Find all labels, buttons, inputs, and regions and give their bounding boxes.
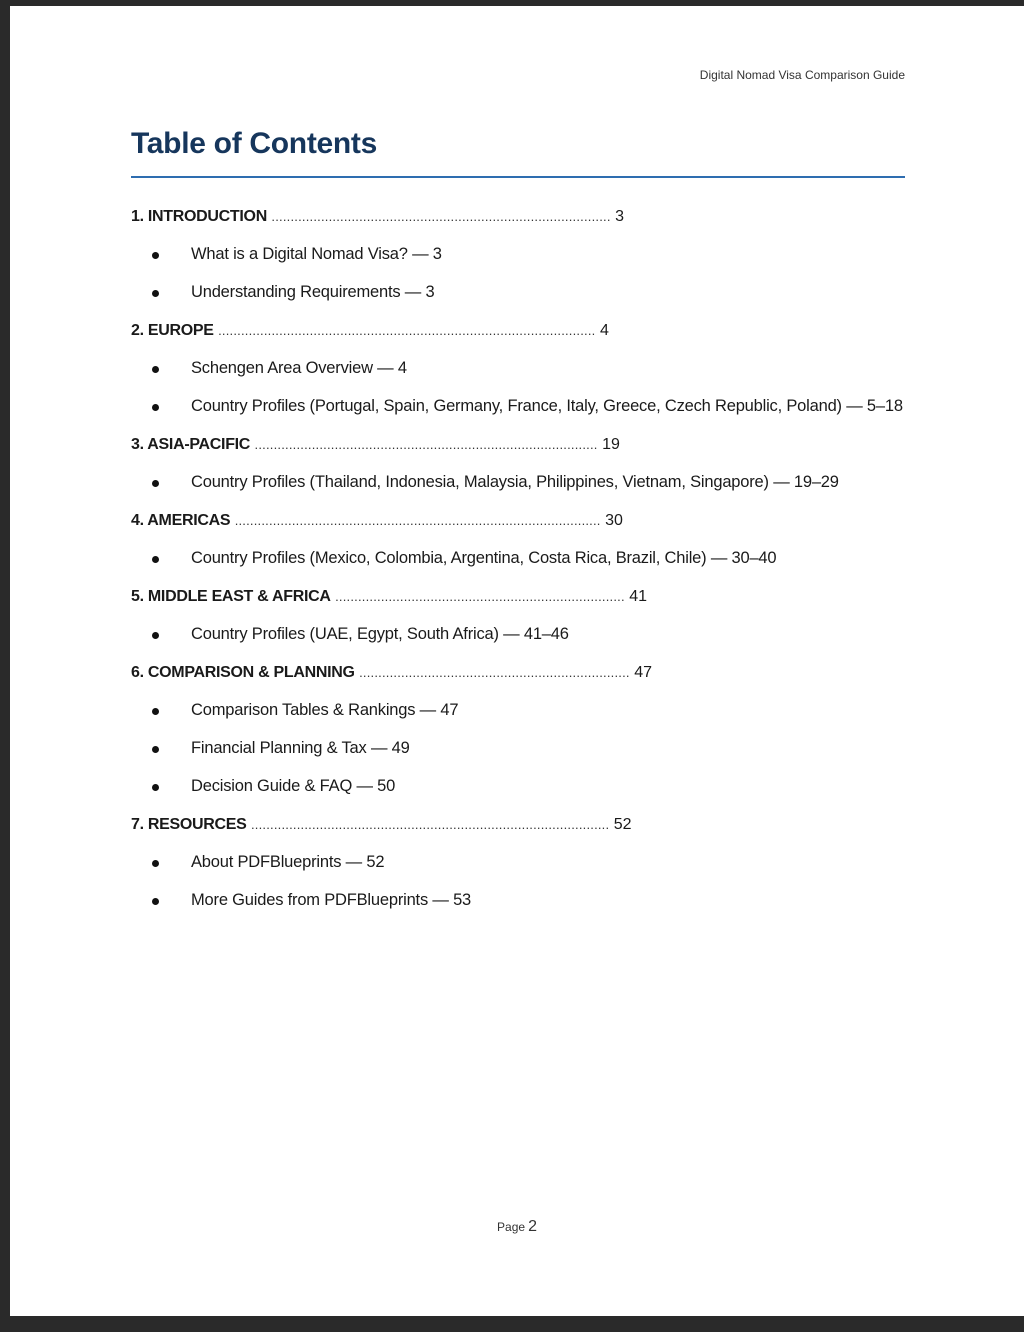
toc-section-entry[interactable] (131, 432, 911, 458)
bullet-icon (152, 632, 159, 639)
bullet-icon (152, 784, 159, 791)
toc-section-page: 4 (599, 322, 609, 339)
toc-subitem-text: About PDFBlueprints — 52 (191, 853, 385, 871)
toc-section-page: 52 (613, 816, 632, 833)
toc-subitem-list (131, 622, 911, 647)
toc-section-page: 30 (605, 512, 623, 529)
page-footer (10, 1218, 1024, 1236)
toc-section-name: 7. RESOURCES (131, 816, 247, 833)
toc-subitem-text: Country Profiles (Portugal, Spain, Germany, France, Italy, Greece, Czech Republic, Poland) — 5–18 (191, 397, 903, 415)
toc-subitem[interactable] (131, 470, 911, 495)
toc-leader-dots: ................................................................................................... (218, 323, 596, 338)
toc-subitem-list (131, 356, 911, 419)
running-header: Digital Nomad Visa Comparison Guide (699, 68, 905, 82)
toc-section-name: 1. INTRODUCTION (131, 208, 267, 225)
bullet-icon (152, 556, 159, 563)
toc-leader-dots: .......................................................................................... (254, 437, 598, 452)
toc-subitem[interactable] (131, 356, 911, 381)
toc-subitem-text: Decision Guide & FAQ — 50 (191, 777, 396, 795)
toc-leader-dots: ....................................................................... (359, 665, 630, 680)
toc-subitem[interactable] (131, 546, 911, 571)
document-page (10, 6, 1024, 1316)
toc-section-name: 2. EUROPE (131, 322, 214, 339)
toc-section-entry[interactable] (131, 508, 911, 534)
toc-section-page: 19 (602, 436, 620, 453)
toc-title: Table of Contents (131, 127, 378, 160)
toc-section (131, 584, 911, 647)
toc-section-page: 3 (615, 208, 625, 225)
bullet-icon (152, 746, 159, 753)
toc-subitem[interactable] (131, 774, 911, 799)
toc-section (131, 812, 911, 913)
toc-section (131, 204, 911, 305)
toc-section-entry[interactable] (131, 584, 911, 610)
toc-subitem-text: Comparison Tables & Rankings — 47 (191, 701, 459, 719)
bullet-icon (152, 860, 159, 867)
toc-section-entry[interactable] (131, 812, 911, 838)
toc-section-name: 3. ASIA-PACIFIC (131, 436, 251, 453)
toc-subitem-list (131, 850, 911, 913)
toc-subitem-text: Country Profiles (UAE, Egypt, South Africa) — 41–46 (191, 625, 569, 643)
toc-subitem-list (131, 242, 911, 305)
bullet-icon (152, 366, 159, 373)
toc-subitem-text: Schengen Area Overview — 4 (191, 359, 407, 377)
toc-section (131, 432, 911, 495)
toc-subitem[interactable] (131, 888, 911, 913)
toc-subitem[interactable] (131, 850, 911, 875)
toc-section-page: 47 (634, 664, 652, 681)
toc-subitem[interactable] (131, 242, 911, 267)
toc-subitem[interactable] (131, 736, 911, 761)
toc-subitem-text: Understanding Requirements — 3 (191, 283, 435, 301)
bullet-icon (152, 480, 159, 487)
toc-leader-dots: .............................................................................................. (251, 817, 610, 832)
title-divider (131, 176, 905, 178)
toc-section (131, 508, 911, 571)
page-number: 2 (528, 1218, 537, 1235)
bullet-icon (152, 252, 159, 259)
toc-leader-dots: ................................................................................................ (234, 513, 601, 528)
toc-section-entry[interactable] (131, 660, 911, 686)
toc-list (131, 204, 911, 926)
toc-section-name: 5. MIDDLE EAST & AFRICA (131, 588, 331, 605)
toc-subitem-text: Country Profiles (Thailand, Indonesia, Malaysia, Philippines, Vietnam, Singapore) — 19–29 (191, 473, 839, 491)
toc-subitem-text: Financial Planning & Tax — 49 (191, 739, 410, 757)
toc-section-entry[interactable] (131, 318, 911, 344)
page-label: Page (497, 1220, 526, 1234)
toc-subitem-list (131, 470, 911, 495)
toc-leader-dots: ............................................................................ (335, 589, 625, 604)
toc-subitem[interactable] (131, 394, 911, 419)
toc-section-name: 4. AMERICAS (131, 512, 231, 529)
toc-subitem[interactable] (131, 280, 911, 305)
toc-section (131, 660, 911, 799)
toc-leader-dots: ......................................................................................... (271, 209, 611, 224)
toc-subitem[interactable] (131, 698, 911, 723)
bullet-icon (152, 404, 159, 411)
bullet-icon (152, 898, 159, 905)
toc-subitem-list (131, 698, 911, 799)
toc-section (131, 318, 911, 419)
bullet-icon (152, 708, 159, 715)
toc-section-entry[interactable] (131, 204, 911, 230)
toc-section-name: 6. COMPARISON & PLANNING (131, 664, 355, 681)
toc-subitem[interactable] (131, 622, 911, 647)
toc-subitem-list (131, 546, 911, 571)
toc-subitem-text: More Guides from PDFBlueprints — 53 (191, 891, 472, 909)
toc-subitem-text: What is a Digital Nomad Visa? — 3 (191, 245, 442, 263)
toc-subitem-text: Country Profiles (Mexico, Colombia, Argentina, Costa Rica, Brazil, Chile) — 30–40 (191, 549, 777, 567)
bullet-icon (152, 290, 159, 297)
toc-section-page: 41 (629, 588, 648, 605)
